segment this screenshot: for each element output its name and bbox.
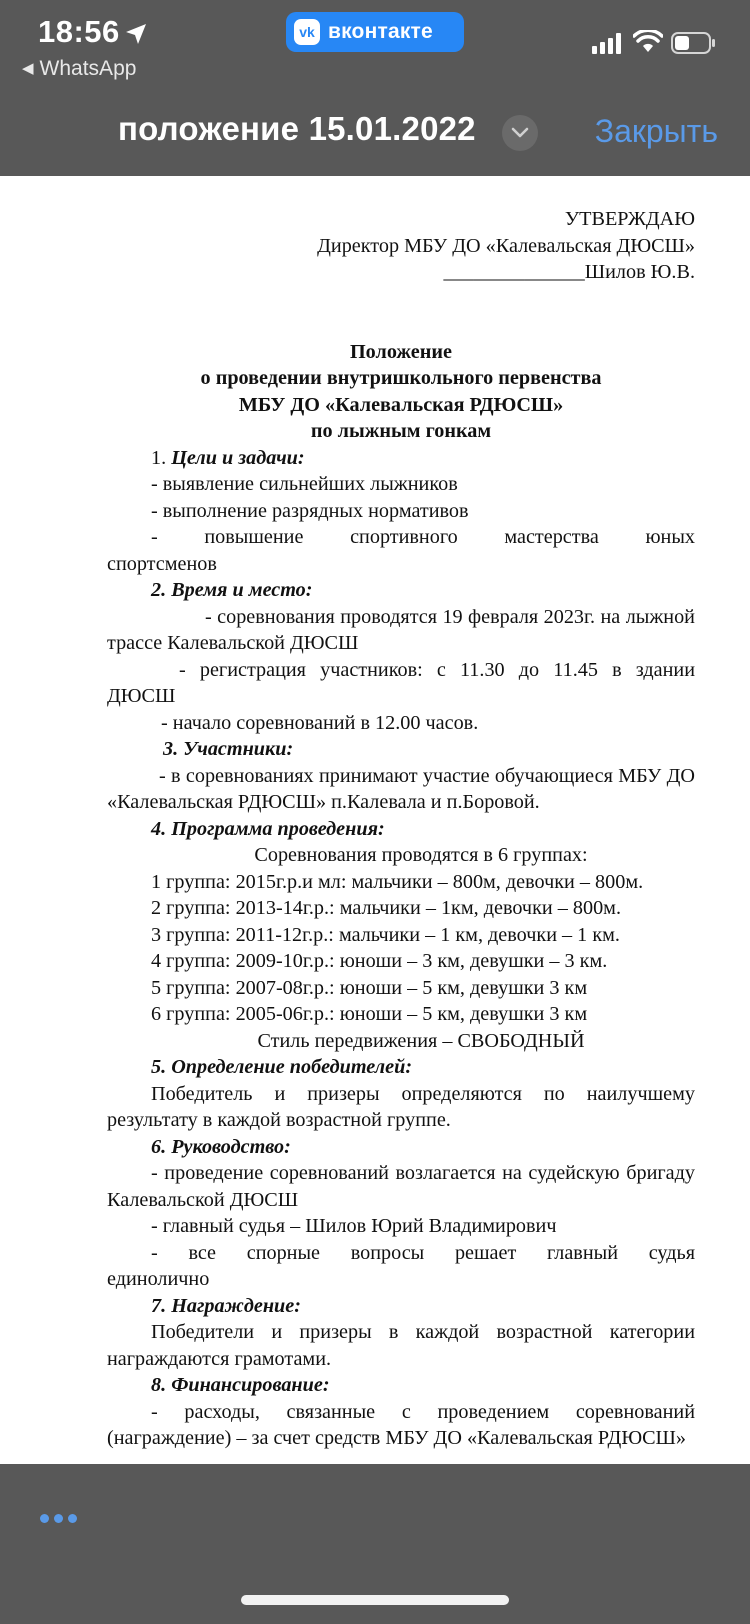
status-time: 18:56 <box>38 14 120 49</box>
top-bar <box>0 0 750 176</box>
doc-heading: МБУ ДО «Калевальская РДЮСШ» <box>238 393 564 416</box>
list-item: - все спорные вопросы решает главный судья единолично <box>107 1241 695 1290</box>
vk-label: вконтакте <box>328 20 433 43</box>
paragraph: Стиль передвижения – СВОБОДНЫЙ <box>257 1029 585 1052</box>
location-arrow-icon <box>124 22 148 46</box>
document-title: положение 15.01.2022 <box>118 110 476 147</box>
list-item: - главный судья – Шилов Юрий Владимирович <box>151 1215 557 1237</box>
list-item: 5 группа: 2007-08г.р.: юноши – 5 км, девушки 3 км <box>151 976 588 999</box>
document-viewer[interactable] <box>0 176 750 1464</box>
bottom-toolbar <box>0 1464 750 1624</box>
list-item: - начало соревнований в 12.00 часов. <box>161 711 479 734</box>
paragraph: - расходы, связанные с проведением соревнований (награждение) – за счет средств МБУ ДО «Калевальская РДЮСШ» <box>107 1400 695 1449</box>
paragraph: Победители и призеры в каждой возрастной категории награждаются грамотами. <box>107 1321 695 1370</box>
approval-line: УТВЕРЖДАЮ <box>564 208 695 230</box>
list-item: - соревнования проводятся 19 февраля 2023г. на лыжной трассе Калевальской ДЮСШ <box>107 605 695 654</box>
approval-line: ______________Шилов Ю.В. <box>443 261 695 283</box>
ellipsis-icon <box>54 1514 63 1523</box>
section-heading: 4. Программа проведения: <box>151 817 385 840</box>
more-options-button[interactable] <box>40 1514 77 1523</box>
ellipsis-icon <box>40 1514 49 1523</box>
section-heading: 7. Награждение: <box>151 1294 301 1317</box>
home-indicator[interactable] <box>241 1595 509 1605</box>
section-number: 1. <box>151 446 167 469</box>
paragraph: - в соревнованиях принимают участие обучающиеся МБУ ДО «Калевальская РДЮСШ» п.Калевала и п.Боровой. <box>107 764 695 813</box>
back-to-app-link[interactable] <box>22 57 136 81</box>
paragraph: Соревнования проводятся в 6 группах: <box>254 844 588 866</box>
list-item: - повышение спортивного мастерства юных спортсменов <box>107 526 695 575</box>
list-item: - выполнение разрядных нормативов <box>151 499 469 522</box>
section-heading: 6. Руководство: <box>151 1135 291 1158</box>
title-menu-button[interactable] <box>502 115 538 151</box>
battery-icon <box>671 31 717 55</box>
section-heading: 2. Время и место: <box>151 579 313 601</box>
wifi-icon <box>633 30 663 54</box>
approval-line: Директор МБУ ДО «Калевальская ДЮСШ» <box>317 234 695 257</box>
cellular-signal-icon <box>592 32 624 54</box>
list-item: - проведение соревнований возлагается на судейскую бригаду Калевальской ДЮСШ <box>107 1162 695 1211</box>
ellipsis-icon <box>68 1514 77 1523</box>
section-heading: 3. Участники: <box>163 738 294 760</box>
list-item: 6 группа: 2005-06г.р.: юноши – 5 км, девушки 3 км <box>151 1003 588 1025</box>
list-item: 3 группа: 2011-12г.р.: мальчики – 1 км, девочки – 1 км. <box>151 923 620 946</box>
vk-badge[interactable] <box>286 12 464 52</box>
paragraph: Победитель и призеры определяются по наилучшему результату в каждой возрастной группе. <box>107 1082 695 1131</box>
close-button[interactable]: Закрыть <box>594 113 718 149</box>
back-triangle-icon: ◀ <box>22 60 34 77</box>
section-heading: 5. Определение победителей: <box>151 1056 413 1078</box>
spacer <box>107 286 695 339</box>
doc-heading: по лыжным гонкам <box>310 420 492 442</box>
section-title: Цели и задачи: <box>171 446 305 469</box>
doc-heading: о проведении внутришкольного первенства <box>200 367 602 389</box>
back-app-label: WhatsApp <box>39 57 137 80</box>
section-heading <box>107 445 695 472</box>
list-item: 2 группа: 2013-14г.р.: мальчики – 1км, девочки – 800м. <box>151 897 621 919</box>
vk-logo-icon: vk <box>294 19 320 45</box>
list-item: - регистрация участников: с 11.30 до 11.45 в здании ДЮСШ <box>107 658 695 707</box>
list-item: 4 группа: 2009-10г.р.: юноши – 3 км, девушки – 3 км. <box>151 950 608 972</box>
section-heading: 8. Финансирование: <box>151 1374 330 1396</box>
list-item: 1 группа: 2015г.р.и мл: мальчики – 800м, девочки – 800м. <box>151 870 644 893</box>
document-page <box>107 206 695 1452</box>
list-item: - выявление сильнейших лыжников <box>151 473 458 495</box>
doc-heading: Положение <box>349 340 452 363</box>
chevron-down-icon <box>511 127 529 139</box>
